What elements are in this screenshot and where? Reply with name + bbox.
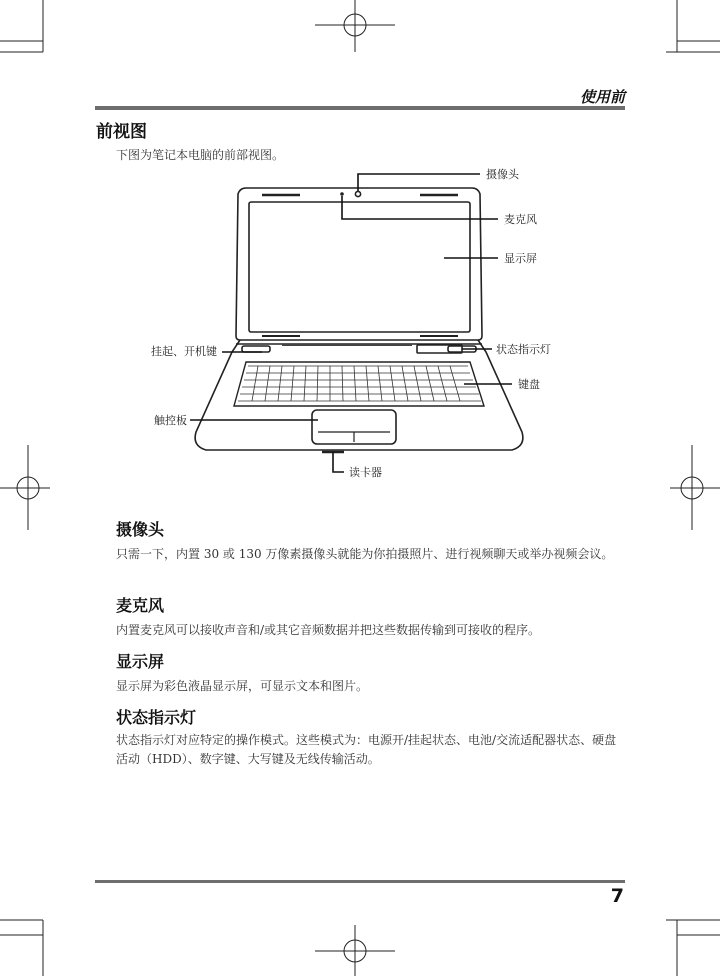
- laptop-front-view-diagram: [130, 160, 570, 490]
- label-status-lights: 状态指示灯: [496, 343, 551, 356]
- keyboard-keys: [238, 366, 481, 401]
- status-lights-heading: 状态指示灯: [116, 708, 197, 727]
- header-title: 使用前: [579, 88, 625, 106]
- status-lights-text: 状态指示灯对应特定的操作模式。这些模式为：电源开/挂起状态、电池/交流适配器状态、硬盘活动（HDD）、数字键、大写键及无线传输活动。: [116, 733, 617, 766]
- laptop-lid: [236, 188, 482, 340]
- camera-text: 只需一下，内置 30 或 130 万像素摄像头就能为你拍摄照片、进行视频聊天或举办视频会议。: [116, 547, 614, 561]
- mic-hole: [341, 193, 343, 195]
- label-microphone: 麦克风: [504, 213, 537, 226]
- label-power-button: 挂起、开机键: [151, 345, 217, 358]
- laptop-base: [195, 340, 523, 450]
- label-display: 显示屏: [504, 252, 537, 265]
- section-title: 前视图: [96, 122, 147, 142]
- header-rule: [95, 106, 625, 110]
- label-camera: 摄像头: [486, 168, 519, 181]
- label-touchpad: 触控板: [154, 414, 187, 427]
- laptop-screen: [249, 202, 470, 332]
- camera-heading: 摄像头: [116, 520, 165, 539]
- display-text: 显示屏为彩色液晶显示屏，可显示文本和图片。: [116, 679, 369, 693]
- camera-lens: [355, 191, 360, 196]
- label-card-reader: 读卡器: [349, 466, 382, 479]
- page-number: 7: [610, 885, 624, 907]
- label-keyboard: 键盘: [518, 378, 540, 391]
- display-heading: 显示屏: [116, 652, 165, 671]
- microphone-heading: 麦克风: [116, 596, 165, 615]
- footer-rule: [95, 880, 625, 883]
- section-intro: 下图为笔记本电脑的前部视图。: [116, 148, 285, 162]
- leader-card-reader: [333, 452, 344, 472]
- microphone-text: 内置麦克风可以接收声音和/或其它音频数据并把这些数据传输到可接收的程序。: [116, 623, 541, 637]
- leader-microphone: [342, 196, 498, 219]
